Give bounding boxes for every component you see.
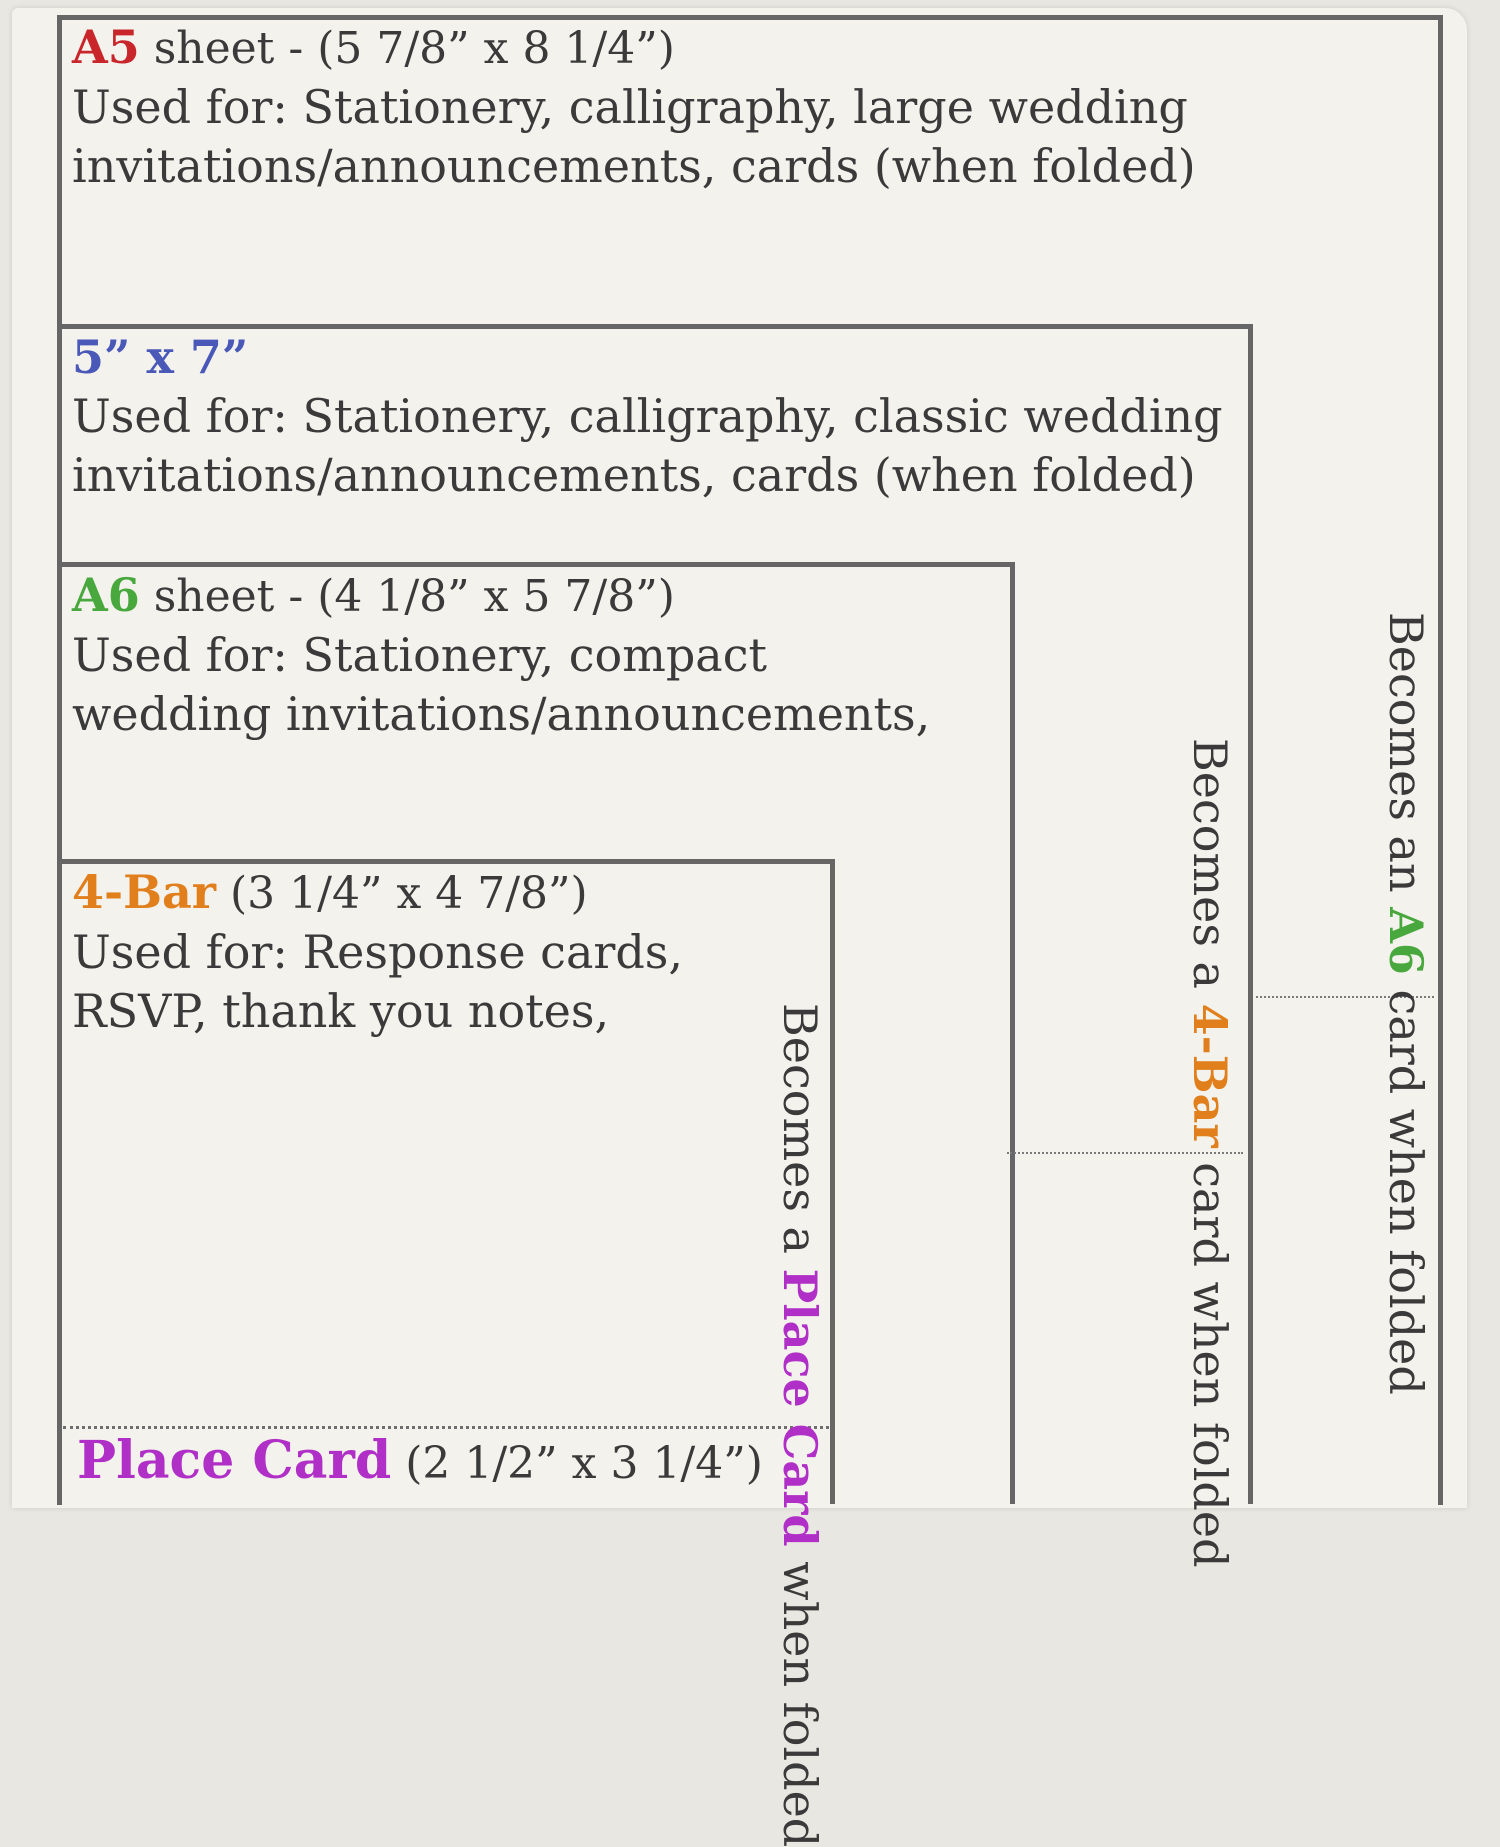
a5-usage-line-1: Used for: Stationery, calligraphy, large wedding xyxy=(72,80,1188,134)
place-fold-note-after: when folded xyxy=(773,1546,827,1847)
a6-fold-note xyxy=(1379,612,1433,1395)
four-bar-name: 4-Bar xyxy=(72,865,217,919)
a6-size: sheet - (4 1/8” x 5 7/8”) xyxy=(139,571,675,622)
a6-fold-note-highlight: A6 xyxy=(1379,907,1433,975)
place-card-fold-note xyxy=(773,1003,827,1847)
a5-name: A5 xyxy=(72,20,140,74)
four-bar-fold-note-after: card when folded xyxy=(1183,1147,1237,1568)
a6-usage-line-2: wedding invitations/announcements, xyxy=(72,687,931,741)
four-bar-usage-line-2: RSVP, thank you notes, xyxy=(72,984,610,1038)
a6-usage-line-1: Used for: Stationery, compact xyxy=(72,628,767,682)
a5-usage-line-2: invitations/announcements, cards (when folded) xyxy=(72,139,1196,193)
place-fold-note-highlight: Place Card xyxy=(773,1268,827,1547)
four-bar-fold-note-before: Becomes a xyxy=(1183,738,1237,1004)
four-bar-size: (3 1/4” x 4 7/8”) xyxy=(216,868,588,919)
place-fold-note-before: Becomes a xyxy=(773,1003,827,1269)
four-bar-fold-note xyxy=(1183,738,1237,1568)
place-card-size: (2 1/2” x 3 1/4”) xyxy=(391,1438,763,1489)
four-bar-usage-line-1: Used for: Response cards, xyxy=(72,925,684,979)
five-by-seven-usage-line-2: invitations/announcements, cards (when folded) xyxy=(72,448,1196,502)
five-by-seven-name: 5” x 7” xyxy=(72,330,249,384)
five-by-seven-usage-line-1: Used for: Stationery, calligraphy, classic wedding xyxy=(72,389,1223,443)
place-card-name: Place Card xyxy=(77,1430,392,1491)
a6-fold-note-after: card when folded xyxy=(1379,974,1433,1395)
place-card-description xyxy=(77,1431,763,1494)
four-bar-fold-note-highlight: 4-Bar xyxy=(1183,1003,1237,1148)
a6-name: A6 xyxy=(72,568,140,622)
a5-size: sheet - (5 7/8” x 8 1/4”) xyxy=(139,23,675,74)
a6-fold-note-before: Becomes an xyxy=(1379,612,1433,908)
